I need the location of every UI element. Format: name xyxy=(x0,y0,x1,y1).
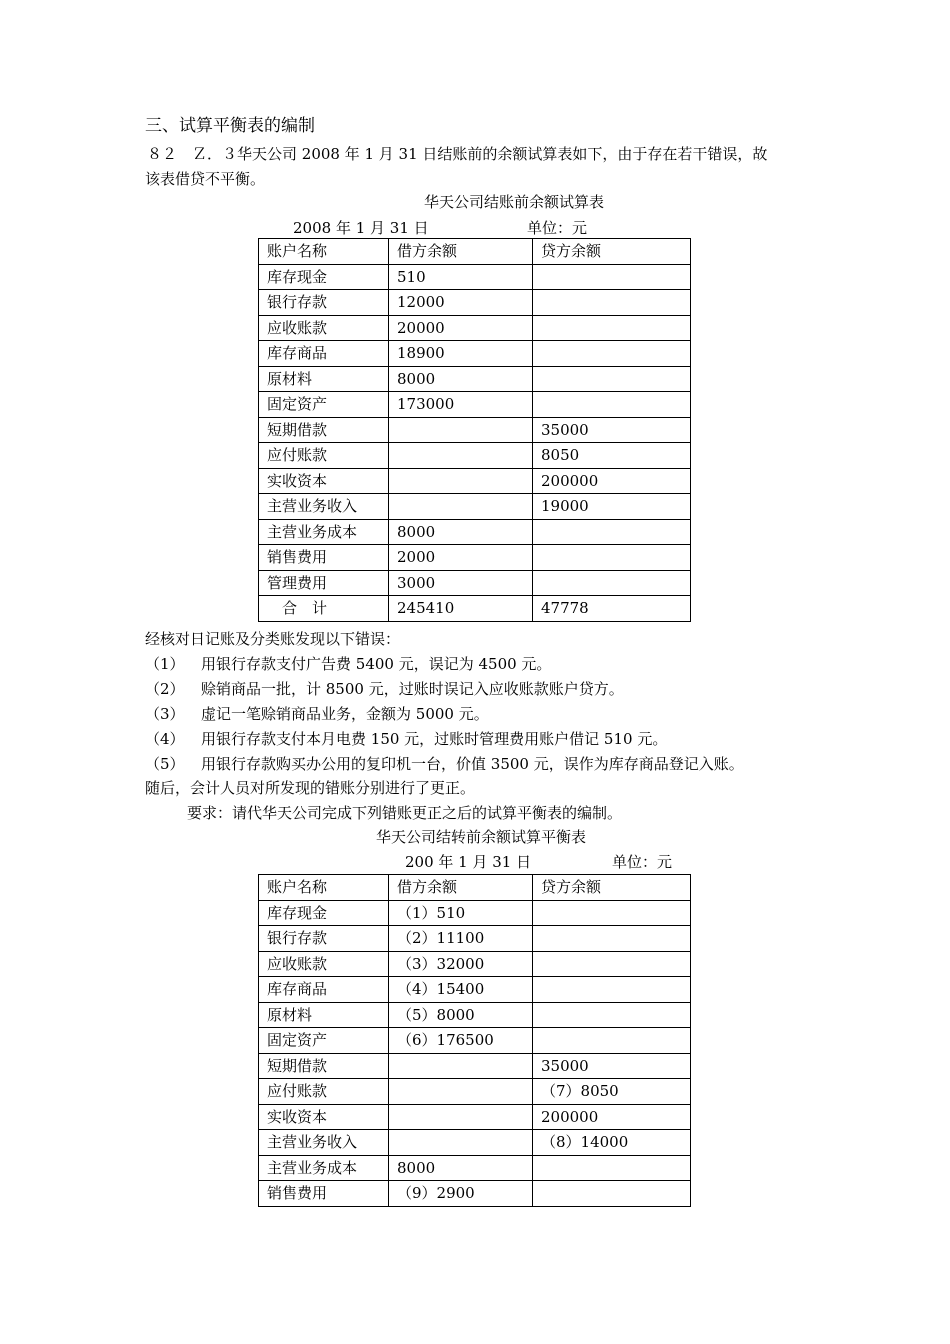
table-row xyxy=(259,1028,691,1054)
table-row xyxy=(259,1181,691,1207)
credit-cell: 200000 xyxy=(533,1104,691,1130)
account-name-cell: 短期借款 xyxy=(259,1053,389,1079)
table-row xyxy=(259,1002,691,1028)
account-name-cell: 主营业务成本 xyxy=(259,519,389,545)
debit-cell xyxy=(389,468,533,494)
table-row xyxy=(259,468,691,494)
credit-cell xyxy=(533,264,691,290)
table-header-row xyxy=(259,875,691,901)
account-name-cell: 银行存款 xyxy=(259,290,389,316)
debit-cell xyxy=(389,1130,533,1156)
error-number: （1） xyxy=(145,655,185,673)
account-name-cell: 库存现金 xyxy=(259,900,389,926)
debit-cell: （1）510 xyxy=(389,900,533,926)
debit-cell: 3000 xyxy=(389,570,533,596)
credit-cell xyxy=(533,951,691,977)
debit-cell: （3）32000 xyxy=(389,951,533,977)
table-row xyxy=(259,1053,691,1079)
debit-cell xyxy=(389,417,533,443)
credit-cell xyxy=(533,1028,691,1054)
account-name-cell: 库存现金 xyxy=(259,264,389,290)
account-name-cell: 应付账款 xyxy=(259,443,389,469)
credit-cell: 35000 xyxy=(533,417,691,443)
credit-cell xyxy=(533,519,691,545)
credit-cell xyxy=(533,977,691,1003)
account-name-cell: 主营业务收入 xyxy=(259,494,389,520)
table-row xyxy=(259,545,691,571)
account-name-cell: 应收账款 xyxy=(259,951,389,977)
credit-cell xyxy=(533,926,691,952)
debit-cell: 8000 xyxy=(389,1155,533,1181)
table-row xyxy=(259,519,691,545)
error-item-text: 用银行存款购买办公用的复印机一台，价值 3500 元，误作为库存商品登记入账。 xyxy=(201,755,744,773)
credit-cell xyxy=(533,570,691,596)
credit-cell: 47778 xyxy=(533,596,691,622)
account-name-cell: 原材料 xyxy=(259,366,389,392)
credit-cell: 19000 xyxy=(533,494,691,520)
table-row xyxy=(259,900,691,926)
error-item-text: 用银行存款支付本月电费 150 元，过账时管理费用账户借记 510 元。 xyxy=(201,730,668,748)
account-name-cell: 主营业务成本 xyxy=(259,1155,389,1181)
credit-cell: （7）8050 xyxy=(533,1079,691,1105)
error-item-text: 用银行存款支付广告费 5400 元，误记为 4500 元。 xyxy=(201,655,552,673)
account-name-cell: 主营业务收入 xyxy=(259,1130,389,1156)
debit-cell: 173000 xyxy=(389,392,533,418)
table1-date: 2008 年 1 月 31 日 xyxy=(293,219,429,237)
account-name-cell: 库存商品 xyxy=(259,341,389,367)
account-name-cell: 销售费用 xyxy=(259,545,389,571)
account-name-cell: 合 计 xyxy=(259,596,389,622)
table1-unit: 单位：元 xyxy=(527,219,588,237)
credit-cell: 35000 xyxy=(533,1053,691,1079)
table-row xyxy=(259,443,691,469)
debit-cell: （2）11100 xyxy=(389,926,533,952)
table-row xyxy=(259,264,691,290)
problem-text-line1: ８２ Ｚ．３华天公司 2008 年 1 月 31 日结账前的余额试算表如下，由于存在若干错误，故 xyxy=(147,145,768,163)
table2-date: 200 年 1 月 31 日 xyxy=(405,853,532,871)
table-row xyxy=(259,494,691,520)
debit-cell: 2000 xyxy=(389,545,533,571)
column-header: 贷方余额 xyxy=(533,875,691,901)
credit-cell: 8050 xyxy=(533,443,691,469)
debit-cell: 18900 xyxy=(389,341,533,367)
table-row xyxy=(259,315,691,341)
error-number: （3） xyxy=(145,705,185,723)
credit-cell xyxy=(533,315,691,341)
debit-cell: 8000 xyxy=(389,366,533,392)
error-item-text: 虚记一笔赊销商品业务，金额为 5000 元。 xyxy=(201,705,489,723)
table-row xyxy=(259,977,691,1003)
requirement-text: 要求：请代华天公司完成下列错账更正之后的试算平衡表的编制。 xyxy=(187,804,623,822)
account-name-cell: 银行存款 xyxy=(259,926,389,952)
column-header: 账户名称 xyxy=(259,239,389,265)
table-row xyxy=(259,1104,691,1130)
table-row xyxy=(259,926,691,952)
table-header-row xyxy=(259,239,691,265)
table-row xyxy=(259,392,691,418)
debit-cell xyxy=(389,1079,533,1105)
debit-cell: （5）8000 xyxy=(389,1002,533,1028)
trial-balance-table-2 xyxy=(258,874,691,1207)
account-name-cell: 固定资产 xyxy=(259,392,389,418)
credit-cell xyxy=(533,366,691,392)
debit-cell xyxy=(389,1104,533,1130)
error-number: （5） xyxy=(145,755,185,773)
error-number: （2） xyxy=(145,680,185,698)
credit-cell xyxy=(533,392,691,418)
table-row xyxy=(259,1155,691,1181)
table-row xyxy=(259,596,691,622)
table2-title: 华天公司结转前余额试算平衡表 xyxy=(376,828,587,846)
credit-cell xyxy=(533,1002,691,1028)
debit-cell: （6）176500 xyxy=(389,1028,533,1054)
account-name-cell: 库存商品 xyxy=(259,977,389,1003)
account-name-cell: 销售费用 xyxy=(259,1181,389,1207)
errors-intro: 经核对日记账及分类账发现以下错误： xyxy=(145,630,401,648)
after-errors-text: 随后，会计人员对所发现的错账分别进行了更正。 xyxy=(145,779,476,797)
column-header: 贷方余额 xyxy=(533,239,691,265)
debit-cell: （4）15400 xyxy=(389,977,533,1003)
credit-cell: （8）14000 xyxy=(533,1130,691,1156)
debit-cell: 12000 xyxy=(389,290,533,316)
account-name-cell: 实收资本 xyxy=(259,1104,389,1130)
error-item-text: 赊销商品一批，计 8500 元，过账时误记入应收账款账户贷方。 xyxy=(201,680,624,698)
table-row xyxy=(259,366,691,392)
section-heading: 三、试算平衡表的编制 xyxy=(145,116,315,136)
column-header: 借方余额 xyxy=(389,875,533,901)
account-name-cell: 应付账款 xyxy=(259,1079,389,1105)
column-header: 借方余额 xyxy=(389,239,533,265)
table-row xyxy=(259,951,691,977)
table-row xyxy=(259,570,691,596)
debit-cell: 510 xyxy=(389,264,533,290)
table1-title: 华天公司结账前余额试算表 xyxy=(424,193,605,211)
credit-cell xyxy=(533,290,691,316)
credit-cell xyxy=(533,1181,691,1207)
debit-cell: 8000 xyxy=(389,519,533,545)
problem-text-line2: 该表借贷不平衡。 xyxy=(145,170,266,188)
account-name-cell: 管理费用 xyxy=(259,570,389,596)
table-row xyxy=(259,1130,691,1156)
account-name-cell: 固定资产 xyxy=(259,1028,389,1054)
account-name-cell: 实收资本 xyxy=(259,468,389,494)
debit-cell: 20000 xyxy=(389,315,533,341)
error-number: （4） xyxy=(145,730,185,748)
credit-cell xyxy=(533,341,691,367)
table2-unit: 单位：元 xyxy=(612,853,673,871)
column-header: 账户名称 xyxy=(259,875,389,901)
credit-cell xyxy=(533,545,691,571)
debit-cell: （9）2900 xyxy=(389,1181,533,1207)
account-name-cell: 原材料 xyxy=(259,1002,389,1028)
account-name-cell: 应收账款 xyxy=(259,315,389,341)
trial-balance-table-1 xyxy=(258,238,691,622)
table-row xyxy=(259,1079,691,1105)
credit-cell xyxy=(533,900,691,926)
table-row xyxy=(259,341,691,367)
debit-cell xyxy=(389,494,533,520)
debit-cell xyxy=(389,1053,533,1079)
account-name-cell: 短期借款 xyxy=(259,417,389,443)
credit-cell xyxy=(533,1155,691,1181)
credit-cell: 200000 xyxy=(533,468,691,494)
table-row xyxy=(259,417,691,443)
debit-cell: 245410 xyxy=(389,596,533,622)
debit-cell xyxy=(389,443,533,469)
table-row xyxy=(259,290,691,316)
